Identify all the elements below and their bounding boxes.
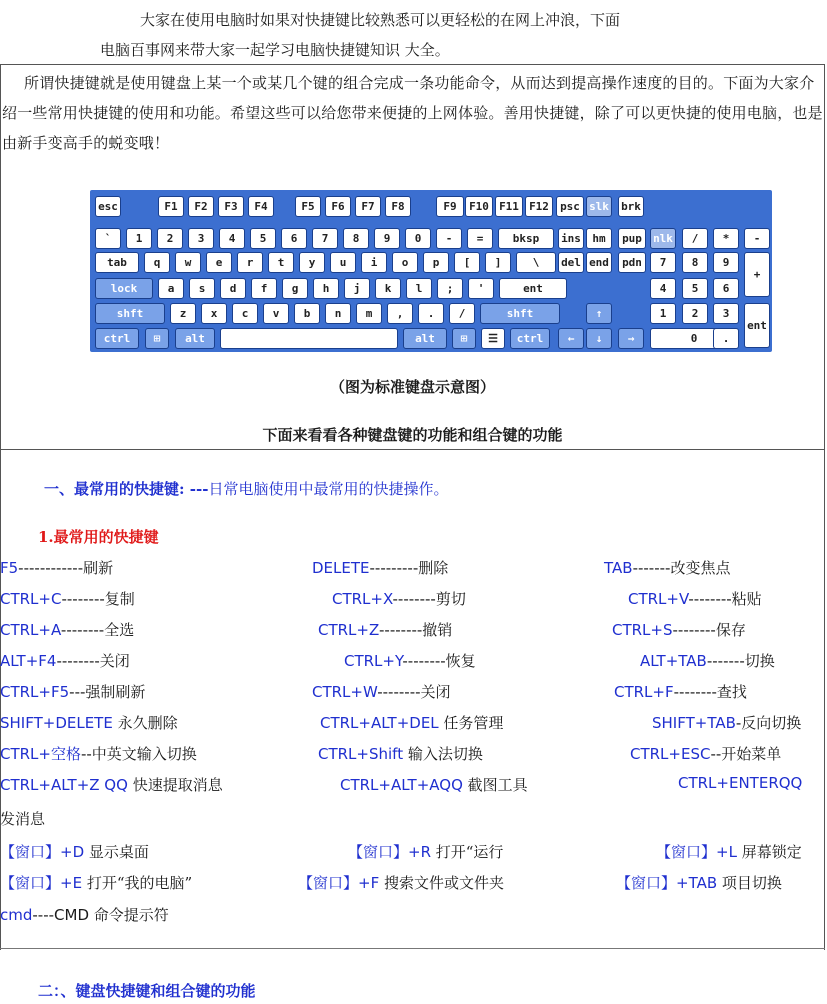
key-x: x xyxy=(201,303,227,324)
shortcut-key: CTRL+X xyxy=(332,590,393,608)
key-8: 8 xyxy=(343,228,369,249)
key-alt-left: alt xyxy=(175,328,215,349)
shortcut-desc: ---强制刷新 xyxy=(69,683,146,701)
shortcut-key: CTRL+ESC xyxy=(630,745,711,763)
key-[: [ xyxy=(454,252,480,273)
section-2-title: 二：、键盘快捷键和组合键的功能 xyxy=(38,982,256,1000)
shortcut-item xyxy=(640,650,775,671)
intro-line-1: 大家在使用电脑时如果对快捷键比较熟悉可以更轻松的在网上冲浪，下面 xyxy=(140,11,621,29)
key-s: s xyxy=(189,278,215,299)
shortcut-item xyxy=(348,841,503,862)
cmd-shortcut xyxy=(0,904,169,925)
shortcut-item xyxy=(320,712,503,733)
shortcut-desc: 项目切换 xyxy=(717,874,782,892)
shortcut-key: CTRL+S xyxy=(612,621,673,639)
key-lock: lock xyxy=(95,278,153,299)
key-2: 2 xyxy=(157,228,183,249)
shortcut-key: CTRL+A xyxy=(0,621,61,639)
key-F1: F1 xyxy=(158,196,184,217)
key-2: 2 xyxy=(682,303,708,324)
shortcut-key: CTRL+F xyxy=(614,683,674,701)
shortcut-row xyxy=(0,712,825,734)
key-shft: shft xyxy=(95,303,165,324)
key-6: 6 xyxy=(713,278,739,299)
shortcut-item xyxy=(652,712,801,733)
shortcut-key: CTRL+C xyxy=(0,590,62,608)
shortcut-item xyxy=(614,681,747,702)
key-brk: brk xyxy=(618,196,644,217)
key-nlk: nlk xyxy=(650,228,676,249)
key-hm: hm xyxy=(586,228,612,249)
subsection-1-heading: 1.最常用的快捷键 xyxy=(38,528,159,546)
wrapped-text: 发消息 xyxy=(0,810,46,828)
divider xyxy=(0,948,825,949)
shortcut-key: SHIFT+DELETE xyxy=(0,714,113,732)
section-intro-heading: 下面来看看各种键盘键的功能和组合键的功能 xyxy=(262,426,563,444)
shortcut-row xyxy=(0,743,825,765)
key-\: \ xyxy=(516,252,556,273)
key-m: m xyxy=(356,303,382,324)
shortcut-key: DELETE xyxy=(312,559,370,577)
window-shortcut-row xyxy=(0,841,825,863)
key-v: v xyxy=(263,303,289,324)
shortcut-item xyxy=(604,557,730,578)
key-q: q xyxy=(144,252,170,273)
shortcut-desc: ---------删除 xyxy=(369,559,449,577)
shortcut-desc: 快速提取消息 xyxy=(127,776,223,794)
shortcut-key: CTRL+V xyxy=(628,590,689,608)
intro-line-2: 电脑百事网来带大家一起学习电脑快捷键知识 大全。 xyxy=(100,41,450,59)
shortcut-item xyxy=(0,774,223,795)
shortcut-key: TAB xyxy=(604,559,633,577)
key-F12: F12 xyxy=(525,196,553,217)
key-F11: F11 xyxy=(495,196,523,217)
key-windows-icon-right: ⊞ xyxy=(452,328,476,349)
shortcut-desc: --------全选 xyxy=(60,621,135,639)
key-pdn: pdn xyxy=(618,252,646,273)
key-right: → xyxy=(618,328,644,349)
shortcut-row xyxy=(0,774,825,796)
key-u: u xyxy=(330,252,356,273)
key-e: e xyxy=(206,252,232,273)
key-ins: ins xyxy=(558,228,584,249)
shortcut-desc: --------复制 xyxy=(61,590,135,608)
shortcut-item xyxy=(678,774,802,792)
key-F3: F3 xyxy=(218,196,244,217)
key-1: 1 xyxy=(126,228,152,249)
shortcut-item xyxy=(344,650,476,671)
key-5: 5 xyxy=(250,228,276,249)
key--: - xyxy=(436,228,462,249)
key-;: ; xyxy=(437,278,463,299)
key-r: r xyxy=(237,252,263,273)
key-=: = xyxy=(467,228,493,249)
shortcut-desc: 显示桌面 xyxy=(84,843,149,861)
shortcut-key: F5 xyxy=(0,559,19,577)
key-space xyxy=(220,328,398,349)
shortcut-desc: -------切换 xyxy=(706,652,775,670)
key-7: 7 xyxy=(312,228,338,249)
shortcut-desc: --------保存 xyxy=(672,621,746,639)
key-F4: F4 xyxy=(248,196,274,217)
key-l: l xyxy=(406,278,432,299)
cmd-desc-2: 命令提示符 xyxy=(89,906,169,924)
shortcut-key: ALT+TAB xyxy=(640,652,707,670)
shortcut-item xyxy=(318,743,483,764)
shortcut-item xyxy=(630,743,781,764)
shortcut-item xyxy=(0,650,130,671)
key-5: 5 xyxy=(682,278,708,299)
key-6: 6 xyxy=(281,228,307,249)
key-n: n xyxy=(325,303,351,324)
shortcut-desc: 任务管理 xyxy=(438,714,504,732)
shortcut-row xyxy=(0,681,825,703)
shortcut-desc: ------------刷新 xyxy=(18,559,114,577)
key-F7: F7 xyxy=(355,196,381,217)
keyboard-diagram xyxy=(90,190,772,352)
shortcut-desc: 永久删除 xyxy=(112,714,178,732)
shortcut-key: CTRL+Y xyxy=(344,652,403,670)
key-plus: + xyxy=(744,252,770,297)
shortcut-key: ALT+F4 xyxy=(0,652,57,670)
key-3: 3 xyxy=(713,303,739,324)
key-g: g xyxy=(282,278,308,299)
key-up: ↑ xyxy=(586,303,612,324)
shortcut-key: CTRL+ALT+AQQ xyxy=(340,776,463,794)
shortcut-item xyxy=(612,619,746,640)
key-menu-icon: ☰ xyxy=(481,328,505,349)
key-left: ← xyxy=(558,328,584,349)
shortcut-desc: -------改变焦点 xyxy=(632,559,731,577)
shortcut-item xyxy=(332,588,466,609)
shortcut-key: 【窗口】+D xyxy=(0,843,85,861)
shortcut-item xyxy=(616,872,782,893)
shortcut-desc: 输入法切换 xyxy=(403,745,483,763)
section-1-heading xyxy=(44,478,448,499)
shortcut-item xyxy=(0,743,197,764)
section-2-heading xyxy=(38,980,256,1001)
shortcut-key: SHIFT+TAB xyxy=(652,714,736,732)
key-i: i xyxy=(361,252,387,273)
shortcut-desc: -反向切换 xyxy=(735,714,802,732)
key-end: end xyxy=(586,252,612,273)
key-j: j xyxy=(344,278,370,299)
shortcut-key: CTRL+ALT+DEL xyxy=(320,714,439,732)
key-h: h xyxy=(313,278,339,299)
key-psc: psc xyxy=(556,196,584,217)
key-pup: pup xyxy=(618,228,646,249)
key-tab: tab xyxy=(95,252,139,273)
intro-paragraph: 所谓快捷键就是使用键盘上某一个或某几个键的组合完成一条功能命令，从而达到提高操作速度的目的。下面为大家介绍一些常用快捷键的使用和功能。希望这些可以给您带来便捷的上网体验。善用快捷键，除了可以更快捷的使用电脑，也是由新手变高手的蜕变哦！ xyxy=(2,74,823,152)
shortcut-item xyxy=(0,681,145,702)
shortcut-desc: 搜索文件或文件夹 xyxy=(379,874,504,892)
key-w: w xyxy=(175,252,201,273)
key-ctrl-right: ctrl xyxy=(510,328,550,349)
key-3: 3 xyxy=(188,228,214,249)
shortcut-desc: --------撤销 xyxy=(379,621,453,639)
cmd-key: cmd xyxy=(0,906,33,924)
shortcut-desc: --------关闭 xyxy=(377,683,451,701)
shortcut-key: CTRL+空格 xyxy=(0,745,81,763)
key-esc: esc xyxy=(95,196,121,217)
key-]: ] xyxy=(485,252,511,273)
shortcut-key: CTRL+ALT+Z QQ xyxy=(0,776,128,794)
shortcut-item xyxy=(318,619,452,640)
key-F6: F6 xyxy=(325,196,351,217)
shortcut-key: CTRL+F5 xyxy=(0,683,70,701)
key-shft: shft xyxy=(480,303,560,324)
shortcut-desc: --------恢复 xyxy=(402,652,476,670)
key-alt-right: alt xyxy=(403,328,447,349)
cmd-desc: ----CMD xyxy=(32,906,90,924)
key-F8: F8 xyxy=(385,196,411,217)
shortcut-key: CTRL+ENTERQQ xyxy=(678,774,803,792)
shortcut-item xyxy=(312,681,451,702)
key-b: b xyxy=(294,303,320,324)
key-slk: slk xyxy=(586,196,612,217)
shortcut-desc: 打开“我的电脑” xyxy=(82,874,193,892)
shortcut-desc: 截图工具 xyxy=(462,776,528,794)
key-t: t xyxy=(268,252,294,273)
shortcut-desc: --中英文输入切换 xyxy=(80,745,197,763)
key-o: o xyxy=(392,252,418,273)
key-F5: F5 xyxy=(295,196,321,217)
key-zero: 0 xyxy=(650,328,738,349)
key-`: ` xyxy=(95,228,121,249)
shortcut-row xyxy=(0,588,825,610)
section-1-number: 一、最常用的快捷键: --- xyxy=(44,480,209,498)
key-enter: ent xyxy=(744,303,770,348)
key-ctrl-left: ctrl xyxy=(95,328,139,349)
shortcut-desc: 屏幕锁定 xyxy=(736,843,802,861)
shortcut-item xyxy=(0,841,149,862)
key-4: 4 xyxy=(650,278,676,299)
key-1: 1 xyxy=(650,303,676,324)
key-windows-icon: ⊞ xyxy=(145,328,169,349)
shortcut-desc: --------剪切 xyxy=(392,590,466,608)
key-F2: F2 xyxy=(188,196,214,217)
key-/: / xyxy=(449,303,475,324)
key-y: y xyxy=(299,252,325,273)
shortcut-key: 【窗口】+L xyxy=(656,843,737,861)
shortcut-key: 【窗口】+E xyxy=(0,874,83,892)
key-4: 4 xyxy=(219,228,245,249)
key-del: del xyxy=(558,252,584,273)
key-p: p xyxy=(423,252,449,273)
key-d: d xyxy=(220,278,246,299)
key-7: 7 xyxy=(650,252,676,273)
key-,: , xyxy=(387,303,413,324)
shortcut-item xyxy=(298,872,504,893)
key-8: 8 xyxy=(682,252,708,273)
shortcut-item xyxy=(0,619,134,640)
key-9: 9 xyxy=(374,228,400,249)
window-shortcut-row xyxy=(0,872,825,894)
shortcut-key: 【窗口】+R xyxy=(348,843,431,861)
key-': ' xyxy=(468,278,494,299)
shortcut-item xyxy=(340,774,528,795)
shortcut-row xyxy=(0,650,825,672)
key--: - xyxy=(744,228,770,249)
key-0: 0 xyxy=(405,228,431,249)
key-k: k xyxy=(375,278,401,299)
shortcut-row xyxy=(0,619,825,641)
key-down: ↓ xyxy=(586,328,612,349)
key-a: a xyxy=(158,278,184,299)
key-bksp: bksp xyxy=(498,228,554,249)
keyboard-caption: （图为标准键盘示意图） xyxy=(329,378,495,396)
key-*: * xyxy=(713,228,739,249)
key-/: / xyxy=(682,228,708,249)
shortcut-item xyxy=(0,588,135,609)
key-f: f xyxy=(251,278,277,299)
shortcut-item xyxy=(656,841,802,862)
shortcut-item xyxy=(628,588,762,609)
shortcut-item xyxy=(0,872,192,893)
key-dot: . xyxy=(713,328,739,349)
shortcut-item xyxy=(0,712,178,733)
key-ent: ent xyxy=(499,278,567,299)
shortcut-row xyxy=(0,557,825,579)
key-c: c xyxy=(232,303,258,324)
key-.: . xyxy=(418,303,444,324)
shortcut-desc: --------查找 xyxy=(673,683,747,701)
shortcut-desc: --------粘贴 xyxy=(688,590,762,608)
key-F10: F10 xyxy=(465,196,493,217)
section-1-desc: 日常电脑使用中最常用的快捷操作。 xyxy=(208,480,449,498)
shortcut-key: CTRL+Z xyxy=(318,621,379,639)
key-F9: F9 xyxy=(436,196,464,217)
key-z: z xyxy=(170,303,196,324)
key-9: 9 xyxy=(713,252,739,273)
shortcut-key: 【窗口】+F xyxy=(298,874,380,892)
shortcut-item xyxy=(0,557,113,578)
shortcut-desc: 打开“运行 xyxy=(431,843,504,861)
shortcut-key: CTRL+Shift xyxy=(318,745,404,763)
shortcut-desc: --开始菜单 xyxy=(710,745,782,763)
shortcut-item xyxy=(312,557,448,578)
shortcut-key: CTRL+W xyxy=(312,683,378,701)
shortcut-key: 【窗口】+TAB xyxy=(616,874,718,892)
shortcut-desc: --------关闭 xyxy=(56,652,130,670)
